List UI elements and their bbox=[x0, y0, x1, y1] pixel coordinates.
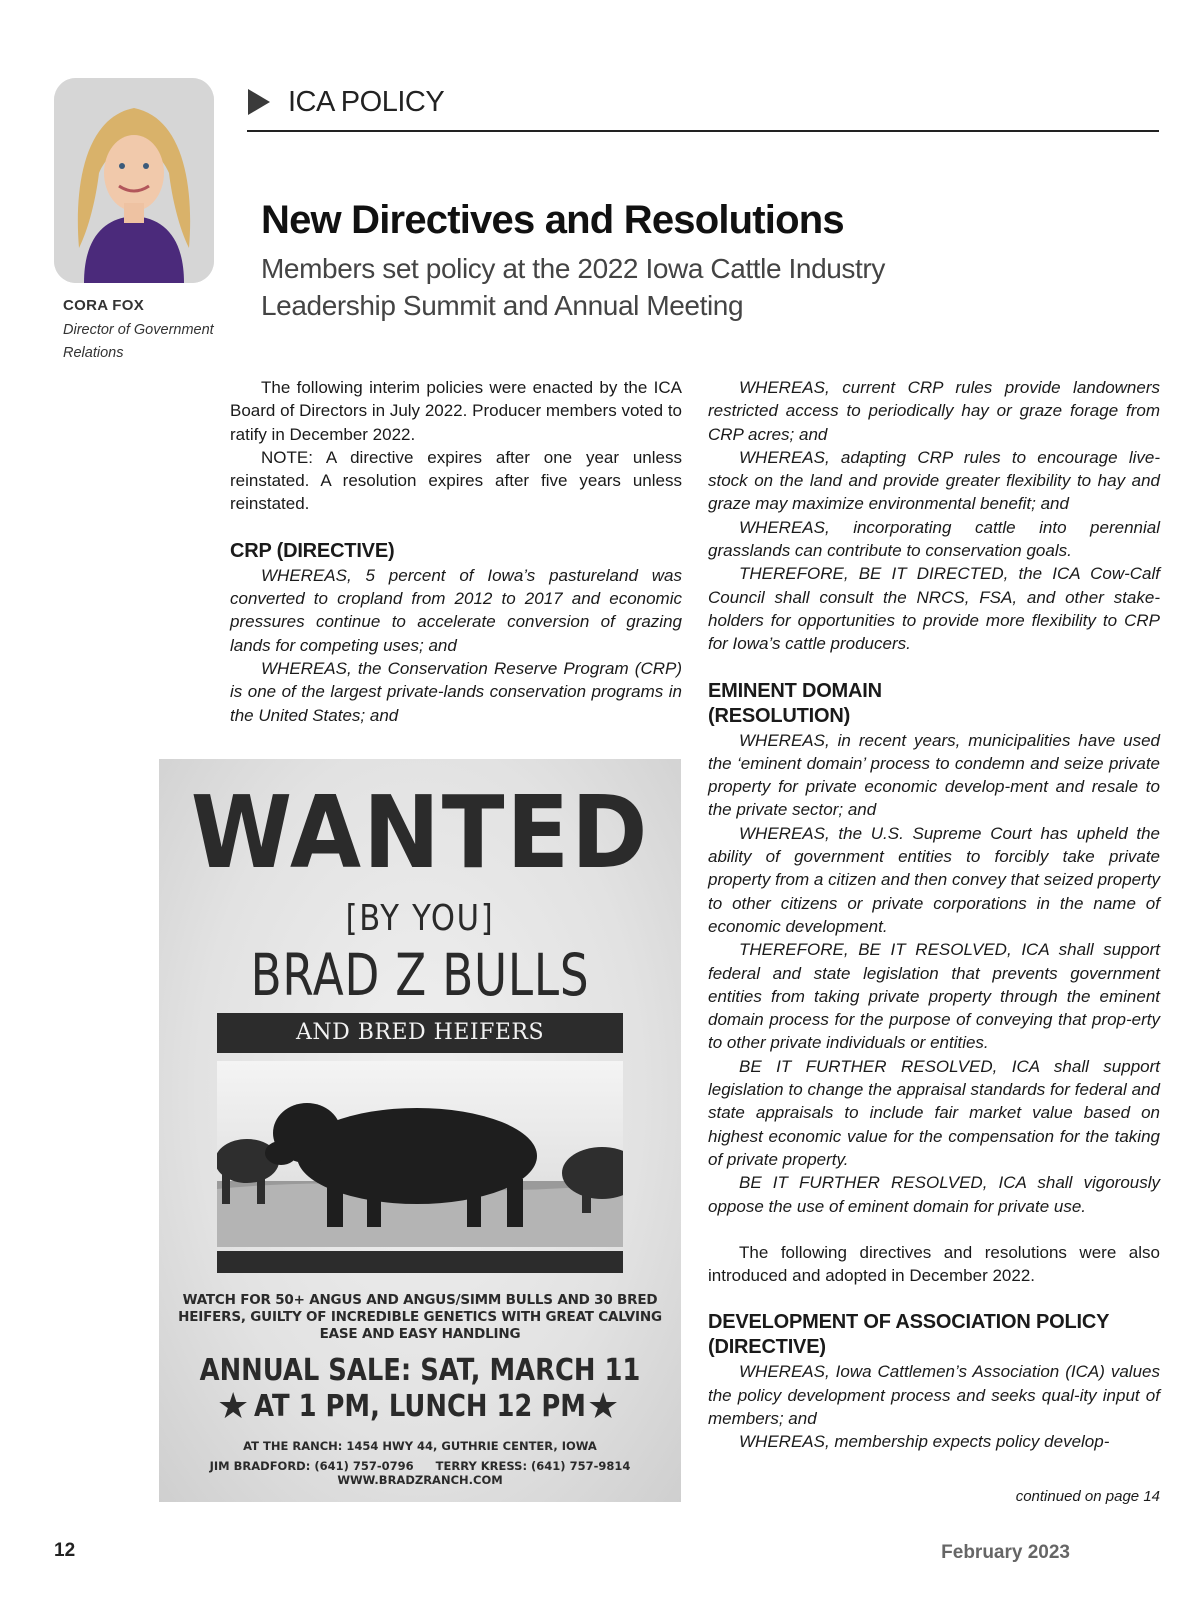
author-photo bbox=[54, 78, 214, 283]
ad-website: WWW.BRADZRANCH.COM bbox=[337, 1473, 503, 1487]
policy-dev-heading: DEVELOPMENT OF ASSOCIATION POLICY bbox=[708, 1311, 1110, 1334]
article-subhead: Members set policy at the 2022 Iowa Cattle Industry Leadership Summit and Annual Meeting bbox=[261, 253, 885, 321]
bull-illustration bbox=[217, 1061, 623, 1247]
eminent-paragraph: WHEREAS, the U.S. Supreme Court has upheld the ability of government entities to forcibly take private property from a citizen and then convey that seized property to other citizens or private corporations in the name of economic development. bbox=[708, 823, 1160, 936]
eminent-paragraph: BE IT FURTHER RESOLVED, ICA shall vigorously oppose the use of eminent domain for private use. bbox=[708, 1173, 1160, 1216]
ad-divider-bar bbox=[217, 1251, 623, 1273]
crp-heading: CRP (DIRECTIVE) bbox=[230, 539, 395, 562]
eminent-domain-subheading: (RESOLUTION) bbox=[708, 704, 851, 727]
ad-by-you-text: [BY YOU] bbox=[345, 898, 495, 939]
ad-contacts bbox=[159, 1459, 681, 1487]
play-arrow-icon bbox=[248, 89, 270, 115]
section-label: ICA POLICY bbox=[288, 85, 445, 118]
ad-subbrand: AND BRED HEIFERS bbox=[295, 1020, 545, 1045]
crp-paragraph: WHEREAS, current CRP rules provide landowners restricted access to periodically hay or graze forage from CRP acres; and bbox=[708, 378, 1160, 444]
crp-paragraph: WHEREAS, 5 percent of Iowa’s pastureland was converted to cropland from 2012 to 2017 and economic pressures continue to accelerate conversion of grazing lands for competing uses; and bbox=[230, 565, 682, 655]
article-headline: New Directives and Resolutions bbox=[261, 198, 844, 242]
issue-date: February 2023 bbox=[941, 1542, 1070, 1563]
star-icon: ★ bbox=[587, 1386, 620, 1427]
ad-sale-time: AT 1 PM, LUNCH 12 PM bbox=[254, 1389, 586, 1424]
author-portrait bbox=[54, 78, 214, 283]
ad-address: AT THE RANCH: 1454 HWY 44, GUTHRIE CENTER, IOWA bbox=[243, 1439, 597, 1453]
also-adopted-paragraph: The following directives and resolutions were also introduced and adopted in December 2022. bbox=[708, 1242, 1160, 1286]
star-icon: ★ bbox=[217, 1386, 250, 1427]
crp-directive: THEREFORE, BE IT DIRECTED, the ICA Cow-Calf Council shall consult the NRCS, FSA, and other stake-holders for opportunities to provide more flexibility to CRP for Iowa’s cattle producers. bbox=[708, 564, 1160, 654]
author-title: Director of Government Relations bbox=[63, 322, 214, 361]
advertisement bbox=[159, 759, 681, 1502]
page-number: 12 bbox=[54, 1540, 76, 1561]
ad-bull-photo bbox=[217, 1061, 623, 1247]
eminent-paragraph: WHEREAS, in recent years, municipalities have used the ‘eminent domain’ process to condemn and seize private property for private economic develop-ment and resale to the private sector; and bbox=[708, 730, 1160, 820]
crp-paragraph: WHEREAS, adapting CRP rules to encourage live-stock on the land and provide greater flexibility to hay and graze may maximize environmental benefit; and bbox=[708, 447, 1160, 514]
continued-note: continued on page 14 bbox=[1015, 1488, 1160, 1505]
eminent-paragraph: THEREFORE, BE IT RESOLVED, ICA shall support federal and state legislation that prevents government entities from taking private property through the eminent domain process for the purpose of conveying that prop-erty to other private individuals or entities. bbox=[708, 940, 1160, 1053]
policy-dev-paragraph: WHEREAS, membership expects policy develop- bbox=[739, 1432, 1110, 1452]
policy-dev-paragraph: WHEREAS, Iowa Cattlemen’s Association (ICA) values the policy development process and seeks qual-ity input of members; and bbox=[708, 1362, 1160, 1428]
eminent-domain-heading: EMINENT DOMAIN bbox=[708, 679, 882, 702]
article-column-left bbox=[230, 376, 682, 727]
crp-paragraph: WHEREAS, incorporating cattle into perennial grasslands can contribute to conservation goals. bbox=[708, 517, 1160, 561]
article-column-right bbox=[708, 376, 1160, 1454]
section-header bbox=[248, 82, 444, 122]
ad-wanted-text: WANTED bbox=[190, 774, 650, 891]
ad-contact-terry: TERRY KRESS: (641) 757-9814 bbox=[435, 1459, 631, 1473]
intro-note: NOTE: A directive expires after one year unless reinstated. A resolution expires after five years unless reinstated. bbox=[230, 447, 682, 514]
ad-brand-name: BRAD Z BULLS bbox=[250, 941, 590, 1009]
eminent-paragraph: BE IT FURTHER RESOLVED, ICA shall support legislation to change the appraisal standards for federal and state appraisals to include fair market value based on highest economic value for the compensation for the taking of private property. bbox=[708, 1056, 1160, 1169]
author-name: CORA FOX bbox=[63, 297, 145, 314]
ad-description: WATCH FOR 50+ ANGUS AND ANGUS/SIMM BULLS AND 30 BRED HEIFERS, GUILTY OF INCREDIBLE GENETICS WITH GREAT CALVING EASE AND EASY HANDLING bbox=[178, 1292, 662, 1342]
section-divider bbox=[247, 130, 1159, 132]
crp-paragraph: WHEREAS, the Conservation Reserve Program (CRP) is one of the largest private-lands conservation programs in the United States; and bbox=[230, 658, 682, 725]
ad-contact-jim: JIM BRADFORD: (641) 757-0796 bbox=[209, 1459, 414, 1473]
intro-paragraph: The following interim policies were enacted by the ICA Board of Directors in July 2022. Producer members voted to ratify in December 2022. bbox=[230, 378, 682, 444]
ad-sale-date: ANNUAL SALE: SAT, MARCH 11 bbox=[199, 1353, 641, 1388]
policy-dev-subheading: (DIRECTIVE) bbox=[708, 1336, 826, 1359]
